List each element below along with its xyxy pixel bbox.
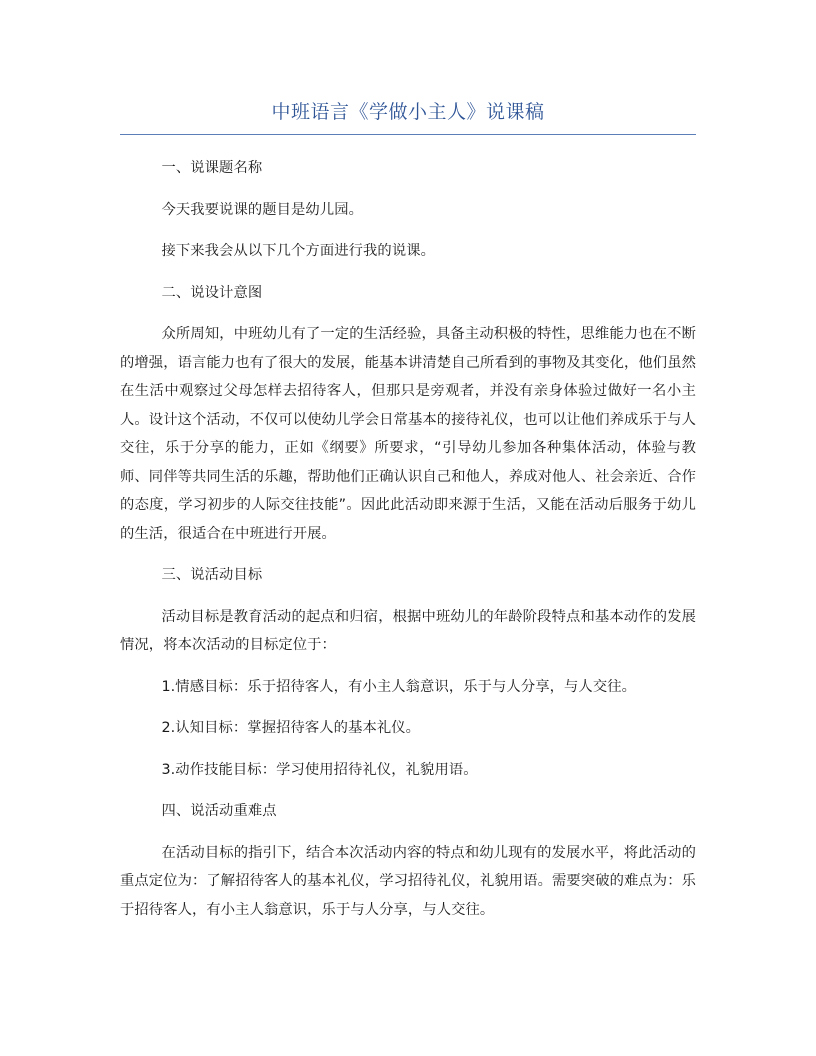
document-body — [120, 154, 696, 924]
paragraph: 接下来我会从以下几个方面进行我的说课。 — [161, 243, 436, 259]
section-heading-3: 三、说活动目标 — [161, 567, 263, 583]
goal-item: 2.认知目标：掌握招待客人的基本礼仪。 — [161, 720, 421, 736]
paragraph: 在活动目标的指引下，结合本次活动内容的特点和幼儿现有的发展水平，将此活动的重点定位为：了解招待客人的基本礼仪，学习招待礼仪，礼貌用语。需要突破的难点为：乐于招待客人，有小主人翁意识，乐于与人分享，与人交往。 — [120, 844, 696, 918]
section-heading-1: 一、说课题名称 — [161, 160, 263, 176]
goal-item: 1.情感目标：乐于招待客人，有小主人翁意识，乐于与人分享，与人交往。 — [161, 678, 637, 695]
title-divider — [120, 134, 696, 135]
goal-item: 3.动作技能目标：学习使用招待礼仪，礼貌用语。 — [161, 761, 478, 778]
paragraph: 今天我要说课的题目是幼儿园。 — [161, 201, 364, 218]
section-heading-2: 二、说设计意图 — [161, 284, 263, 301]
paragraph: 活动目标是教育活动的起点和归宿，根据中班幼儿的年龄阶段特点和基本动作的发展情况，将本次活动的目标定位于： — [120, 608, 696, 653]
section-heading-4: 四、说活动重难点 — [161, 803, 277, 819]
page-title: 中班语言《学做小主人》说课稿 — [271, 101, 545, 123]
paragraph: 众所周知，中班幼儿有了一定的生活经验，具备主动积极的特性，思维能力也在不断的增强，语言能力也有了很大的发展，能基本讲清楚自己所看到的事物及其变化，他们虽然在生活中观察过父母怎样去招待客人，但那只是旁观者，并没有亲身体验过做好一名小主人。设计这个活动，不仅可以使幼儿学会日常基本的接待礼仪，也可以让他们养成乐于与人交往，乐于分享的能力，正如《纲要》所要求，“引导幼儿参加各种集体活动，体验与教师、同伴等共同生活的乐趣，帮助他们正确认识自己和他人，养成对他人、社会亲近、合作的态度，学习初步的人际交往技能”。因此此活动即来源于生活，又能在活动后服务于幼儿的生活，很适合在中班进行开展。 — [120, 326, 696, 542]
